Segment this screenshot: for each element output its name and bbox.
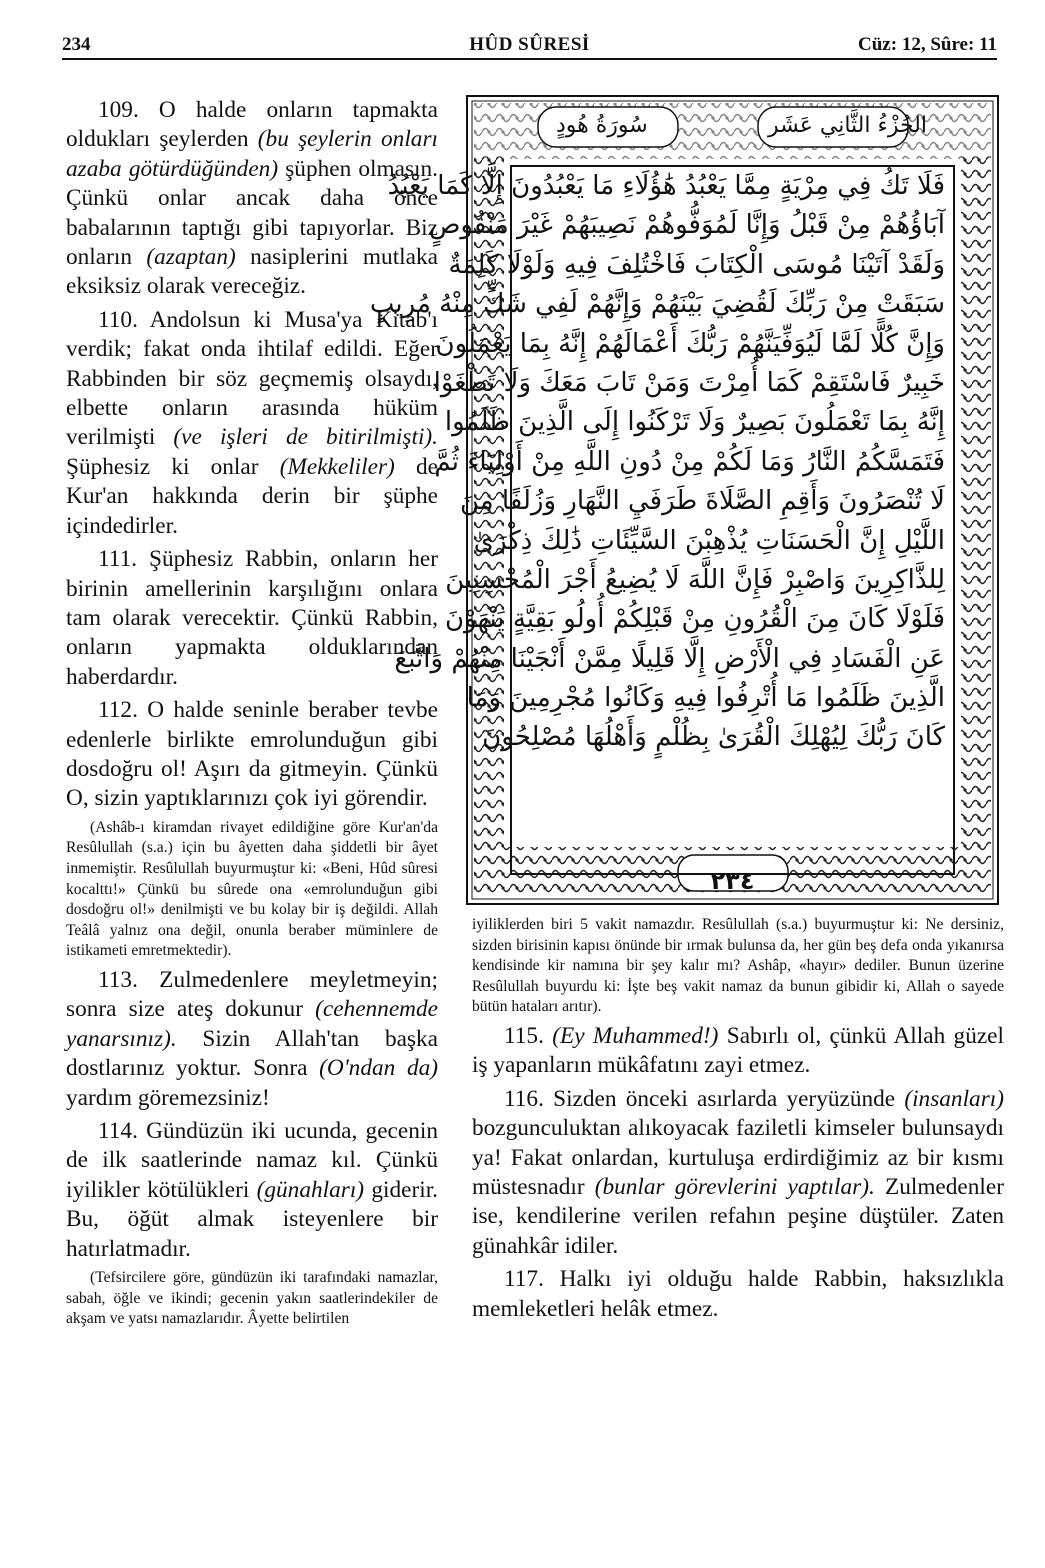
verse-110: 110. Andolsun ki Musa'ya Kitab'ı verdik; fakat onda ihtilaf edildi. Eğer Rabbinden bir söz geçmemiş olsaydı, elbette onların arasında hüküm verilmişti (ve işleri de bitirilmişti). Şüphesiz ki onlar (Mekkeliler) de Kur'an hakkında derin bir şüphe içindedirler. [66,306,438,539]
page-header [62,30,997,60]
arabic-line: فَتَمَسَّكُمُ النَّارُ وَمَا لَكُمْ مِنْ دُونِ اللَّهِ مِنْ أَوْلِيَاءَ ثُمَّ [434,446,945,477]
arabic-line: وَإِنَّ كُلًّا لَمَّا لَيُوَفِّيَنَّهُمْ رَبُّكَ أَعْمَالَهُمْ إِنَّهُ بِمَا يَعْمَلُونَ [435,328,945,359]
arabic-line: عَنِ الْفَسَادِ فِي الْأَرْضِ إِلَّا قَلِيلًا مِمَّنْ أَنْجَيْنَا مِنْهُمْ وَاتَّبَعَ [394,643,945,674]
left-column [66,96,438,1334]
arabic-line: اللَّيْلِ إِنَّ الْحَسَنَاتِ يُذْهِبْنَ السَّيِّئَاتِ ذَٰلِكَ ذِكْرَىٰ [473,525,945,556]
arabic-line: كَانَ رَبُّكَ لِيُهْلِكَ الْقُرَىٰ بِظُلْمٍ وَأَهْلُهَا مُصْلِحُونَ [482,722,945,753]
commentary-114-continued: iyiliklerden biri 5 vakit namazdır. Resûlullah (s.a.) buyurmuştur ki: Ne dersiniz, sizden birisinin kapısı önünde bir ırmak bulunsa da, her gün beş defa onda yıkanırsa kendisinde kir namına bir şey kalır mı? Ashâp, «hayır» dediler. Bunun üzerine Resûlullah buyurdu ki: İşte beş vakit namaz da bunun gibidir ki, Allah o sayede bütün hataları arıtır). [472,916,1004,1016]
arabic-line: خَبِيرٌ فَاسْتَقِمْ كَمَا أُمِرْتَ وَمَنْ تَابَ مَعَكَ وَلَا تَطْغَوْا [433,367,945,398]
verse-113: 113. Zulmedenlere meyletmeyin; sonra size ateş dokunur (cehennemde yanarsınız). Sizin Allah'tan başka dostlarınız yoktur. Sonra (O'ndan da) yardım göremezsiniz! [66,966,439,1111]
page-title: HÛD SÛRESİ [469,34,590,55]
arabic-line: لِلذَّاكِرِينَ وَاصْبِرْ فَإِنَّ اللَّهَ لَا يُضِيعُ أَجْرَ الْمُحْسِنِينَ [445,564,945,595]
arabic-text-panel [369,95,999,905]
arabic-verses [369,165,955,875]
arabic-line: لَا تُنْصَرُونَ وَأَقِمِ الصَّلَاةَ طَرَفَيِ النَّهَارِ وَزُلَفًا مِنَ [459,486,945,517]
arabic-line: فَلَوْلَا كَانَ مِنَ الْقُرُونِ مِنْ قَبْلِكُمْ أُولُو بَقِيَّةٍ يَنْهَوْنَ [445,604,945,635]
arabic-line: فَلَا تَكُ فِي مِرْيَةٍ مِمَّا يَعْبُدُ هَٰؤُلَاءِ مَا يَعْبُدُونَ إِلَّا كَمَا يَعْبُدُ [387,171,945,201]
arabic-line: آبَاؤُهُمْ مِنْ قَبْلُ وَإِنَّا لَمُوَفُّوهُمْ نَصِيبَهُمْ غَيْرَ مَنْقُوصٍ [428,210,945,241]
sura-label-arabic: سُورَةُ هُودٍ [556,113,648,138]
verse-116: 116. Sizden önceki asırlarda yeryüzünde (insanları) bozgunculuktan alıkoyacak faziletli kimseler bulunsaydı ya! Fakat onlardan, kurtuluşa erdirdiğimiz az bir kısmı müstesnadır (bunlar görevlerini yaptılar). Zulmedenler ise, kendilerine verilen refahın peşine düştüler. Zaten günahkâr idiler. [472,1085,1004,1259]
arabic-line: الَّذِينَ ظَلَمُوا مَا أُتْرِفُوا فِيهِ وَكَانُوا مُجْرِمِينَ وَمَا [466,683,945,714]
verse-112: 112. O halde seninle beraber tevbe edenlerle birlikte emrolunduğun gibi dosdoğru ol! Aşırı da gitmeyin. Çünkü O, sizin yaptıklarınızı çok iyi görendir. [66,697,438,812]
commentary-112: (Ashâb-ı kiramdan rivayet edildiğine göre Kur'an'da Resûlullah (s.a.) için bu âyetten daha şiddetli bir âyet inmemiştir. Resûlullah buyurmuştur ki: «Beni, Hûd sûresi kocalttı!» Çünkü bu sûrede ona «emrolunduğun gibi dosdoğru ol!» denilmişti ve bu kolay bir iş değildi. Allah Teâlâ yalnız ona değil, onunla beraber müminlere de istikameti emretmektedir). [66,818,438,960]
arabic-page-number: ٢٣٤ [710,867,755,895]
verse-117: 117. Halkı iyi olduğu halde Rabbin, haksızlıkla memleketleri helâk etmez. [472,1266,1004,1322]
juz-sure-label: Cüz: 12, Sûre: 11 [858,34,997,55]
page-number: 234 [62,34,91,55]
verse-115: 115. (Ey Muhammed!) Sabırlı ol, çünkü Allah güzel iş yapanların mükâfatını zayi etmez. [472,1022,1004,1079]
verse-109: 109. O halde onların tapmakta oldukları şeylerden (bu şeylerin onları azaba götürdüğünden) şüphen olmasın. Çünkü onlar ancak daha önce babalarının taptığı gibi tapıyorlar. Biz onların (azaptan) nasiplerini mutlaka eksiksiz olarak vereceğiz. [66,97,438,300]
commentary-114: (Tefsircilere göre, gündüzün iki tarafındaki namazlar, sabah, öğle ve ikindi; gecenin yakın saatlerindekiler de akşam ve yatsı namazlarıdır. Âyette belirtilen [66,1268,438,1328]
right-column [472,915,1004,1328]
arabic-line: سَبَقَتْ مِنْ رَبِّكَ لَقُضِيَ بَيْنَهُمْ وَإِنَّهُمْ لَفِي شَكٍّ مِنْهُ مُرِيبٍ [369,289,945,320]
verse-114: 114. Gündüzün iki ucunda, gecenin de ilk saatlerinde namaz kıl. Çünkü iyilikler kötülükleri (günahları) giderir. Bu, öğüt almak isteyenlere bir hatırlatmadır. [66,1117,438,1262]
verse-111: 111. Şüphesiz Rabbin, onların her birinin amellerinin karşılığını onlara tam olarak verecektir. Çünkü Rabbin, onların yapmakta olduklarından haberdardır. [66,546,438,690]
juz-label-arabic: الجُزْءُ الثَّانِي عَشَر [768,113,927,138]
arabic-line: وَلَقَدْ آتَيْنَا مُوسَى الْكِتَابَ فَاخْتُلِفَ فِيهِ وَلَوْلَا كَلِمَةٌ [448,249,945,280]
arabic-line: إِنَّهُ بِمَا تَعْمَلُونَ بَصِيرٌ وَلَا تَرْكَنُوا إِلَى الَّذِينَ ظَلَمُوا [444,407,945,438]
